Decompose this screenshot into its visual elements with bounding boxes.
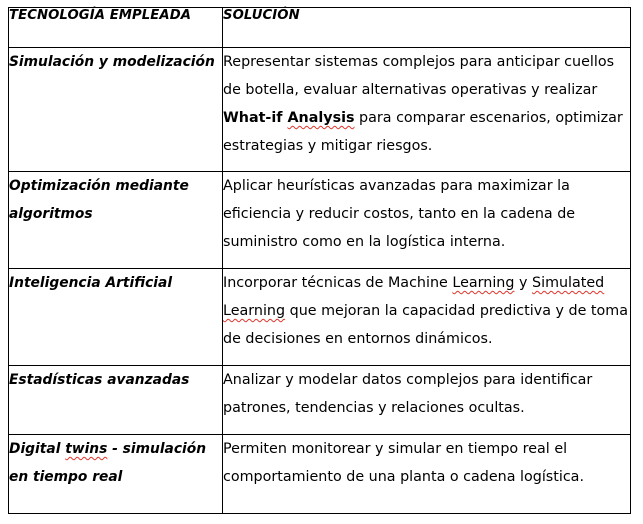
table-row — [9, 172, 631, 269]
solution-text: que mejoran la capacidad predictiva y de toma de decisiones en entornos dinámicos. — [223, 303, 628, 347]
spellcheck-word: twins — [65, 441, 108, 457]
table-row — [9, 366, 631, 435]
tech-cell: Digital twins - simulación en tiempo real — [9, 435, 223, 514]
header-tech: TECNOLOGÍA EMPLEADA — [9, 8, 223, 48]
tech-cell: Simulación y modelización — [9, 48, 223, 172]
technology-solution-table — [8, 7, 631, 514]
solution-cell: Analizar y modelar datos complejos para identificar patrones, tendencias y relaciones ocultas. — [223, 366, 631, 435]
tech-cell: Inteligencia Artificial — [9, 269, 223, 366]
solution-cell — [223, 48, 631, 172]
table-row — [9, 269, 631, 366]
table-header-row — [9, 8, 631, 48]
solution-text: para comparar escenarios, optimizar estrategias y mitigar riesgos. — [223, 110, 623, 154]
spellcheck-word: Simulated — [532, 275, 605, 291]
tech-cell: Optimización mediante algoritmos — [9, 172, 223, 269]
spellcheck-word: Learning — [223, 303, 286, 319]
table-row — [9, 48, 631, 172]
table-row — [9, 435, 631, 514]
solution-cell: Permiten monitorear y simular en tiempo real el comportamiento de una planta o cadena logística. — [223, 435, 631, 514]
spellcheck-word: Learning — [452, 275, 515, 291]
tech-cell: Estadísticas avanzadas — [9, 366, 223, 435]
solution-cell: Incorporar técnicas de Machine Learning y Simulated Learning que mejoran la capacidad predictiva y de toma de decisiones en entornos dinámicos. — [223, 269, 631, 366]
solution-text: Incorporar técnicas de Machine — [223, 275, 448, 291]
header-solution: SOLUCIÓN — [223, 8, 631, 48]
solution-cell: Aplicar heurísticas avanzadas para maximizar la eficiencia y reducir costos, tanto en la cadena de suministro como en la logística interna. — [223, 172, 631, 269]
solution-text: Representar sistemas complejos para anticipar cuellos de botella, evaluar alternativas operativas y realizar — [223, 54, 615, 98]
solution-bold-term: What-if Analysis — [223, 110, 355, 126]
